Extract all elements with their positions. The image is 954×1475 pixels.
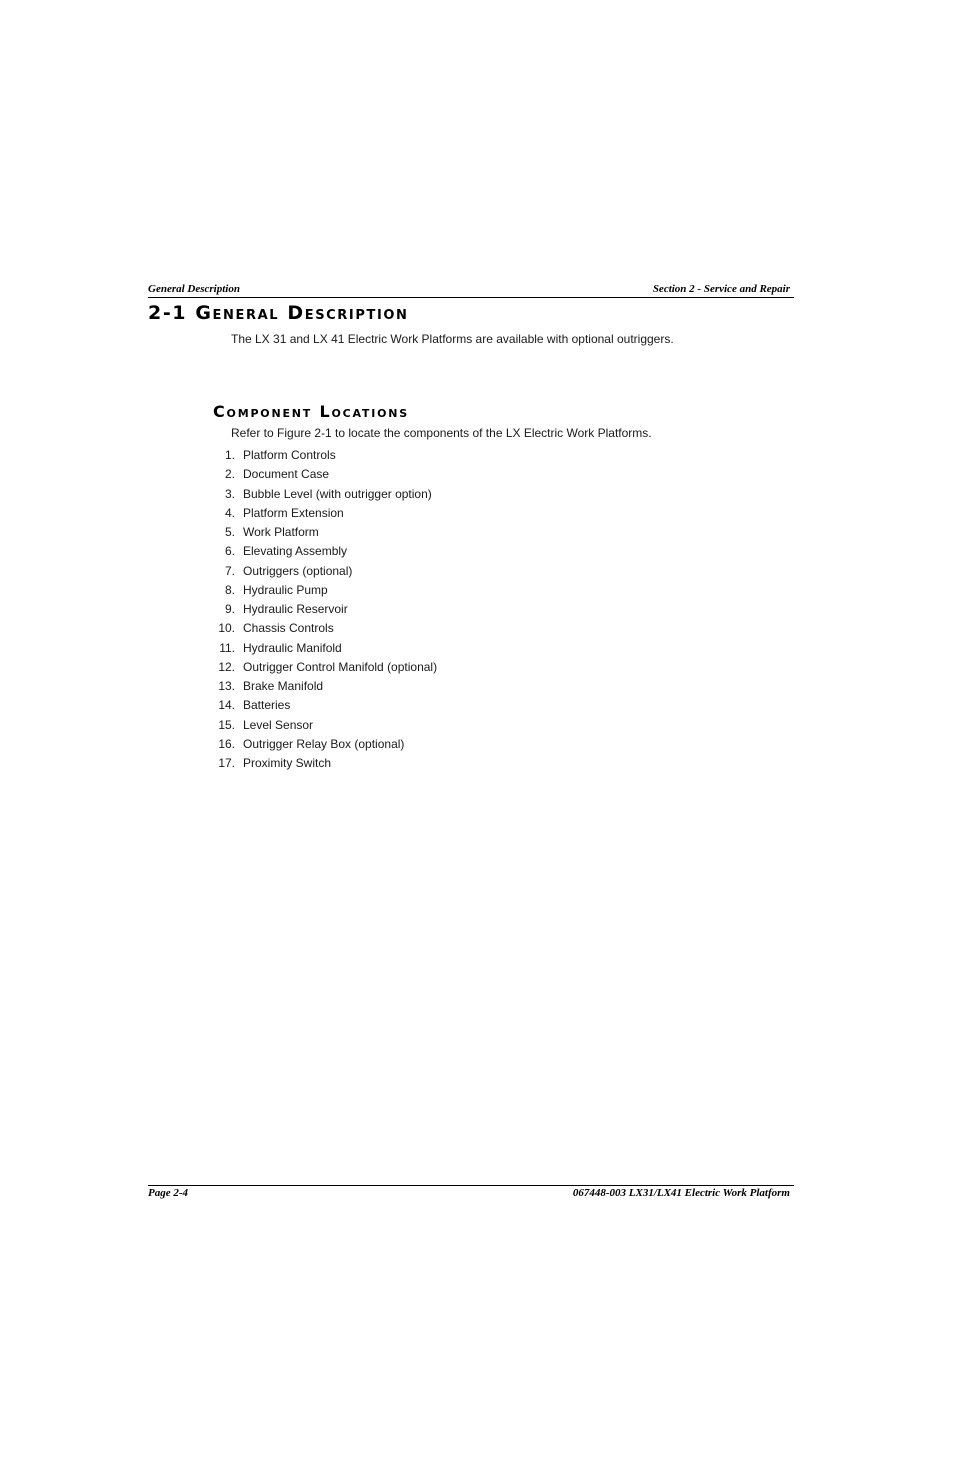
- item-label: Level Sensor: [243, 717, 314, 732]
- item-label: Proximity Switch: [243, 756, 332, 770]
- item-number: 6.: [224, 544, 235, 559]
- item-number: 12.: [218, 659, 235, 674]
- header-left-text: General Description: [148, 283, 240, 295]
- item-label: Elevating Assembly: [243, 544, 348, 559]
- item-number: 7.: [224, 563, 235, 578]
- components-intro: Refer to Figure 2-1 to locate the components of the LX Electric Work Platforms.: [231, 426, 652, 440]
- item-number: 1.: [224, 448, 235, 462]
- item-number: 11.: [219, 640, 235, 655]
- item-label: Platform Controls: [243, 448, 336, 462]
- item-label: Brake Manifold: [243, 679, 324, 693]
- item-number: 9.: [224, 602, 235, 616]
- item-label: Bubble Level (with outrigger option): [243, 486, 432, 501]
- running-footer: [148, 1185, 794, 1202]
- item-number: 3.: [224, 486, 235, 501]
- item-number: 16.: [218, 736, 235, 751]
- item-label: Platform Extension: [243, 505, 344, 520]
- item-label: Document Case: [243, 467, 330, 482]
- item-label: Outriggers (optional): [243, 563, 353, 578]
- item-label: Work Platform: [243, 525, 319, 539]
- item-number: 13.: [218, 679, 235, 693]
- footer-page-number: Page 2-4: [148, 1187, 189, 1199]
- item-number: 17.: [218, 756, 235, 770]
- item-label: Batteries: [243, 698, 291, 713]
- item-label: Outrigger Relay Box (optional): [243, 736, 405, 751]
- item-number: 14.: [218, 698, 235, 713]
- item-number: 8.: [224, 582, 235, 597]
- item-label: Chassis Controls: [243, 621, 334, 636]
- header-right-text: Section 2 - Service and Repair: [652, 283, 790, 295]
- item-label: Hydraulic Manifold: [243, 640, 342, 655]
- item-label: Outrigger Control Manifold (optional): [243, 659, 438, 674]
- item-number: 10.: [218, 621, 235, 636]
- item-label: Hydraulic Pump: [243, 582, 328, 597]
- item-number: 15.: [218, 717, 235, 732]
- section-intro: The LX 31 and LX 41 Electric Work Platforms are available with optional outriggers.: [231, 332, 674, 346]
- item-number: 4.: [224, 505, 235, 520]
- components-title: Component Locations: [213, 402, 410, 421]
- running-header: [148, 283, 794, 298]
- item-label: Hydraulic Reservoir: [243, 602, 348, 616]
- item-number: 2.: [224, 467, 235, 482]
- section-title: 2-1 General Description: [148, 302, 409, 324]
- item-number: 5.: [224, 525, 235, 539]
- footer-document-id: 067448-003 LX31/LX41 Electric Work Platform: [572, 1187, 790, 1199]
